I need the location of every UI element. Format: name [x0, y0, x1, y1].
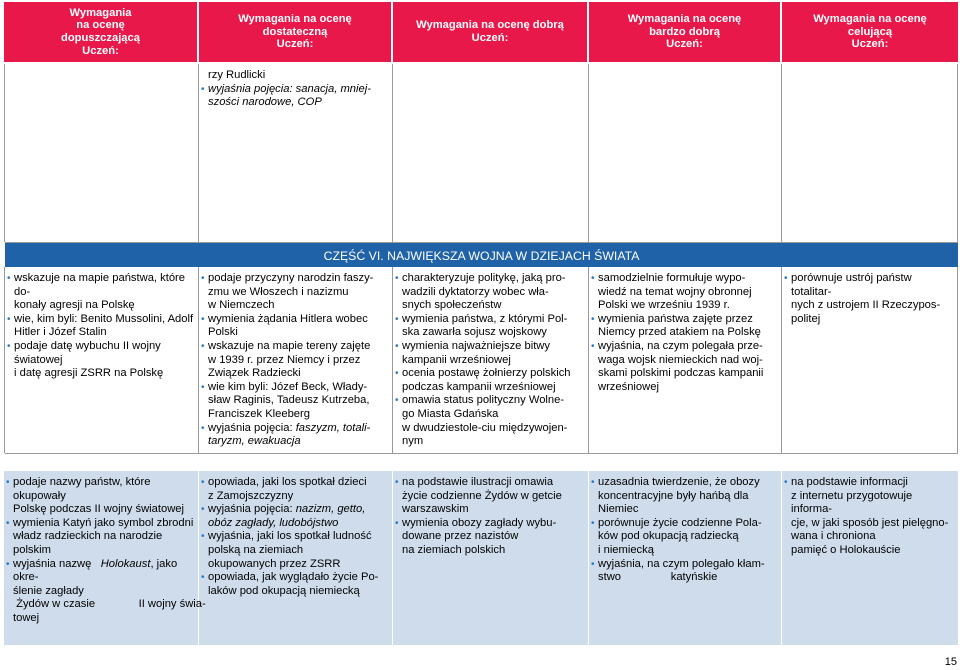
header-line: Uczeń:	[82, 44, 119, 57]
list-item: • wymienia najważniejsze bitwy	[395, 339, 550, 352]
list-item: sław Raginis, Tadeusz Kutrzeba,	[208, 394, 370, 407]
list-item: • wskazuje na mapie tereny zajęte	[201, 339, 371, 352]
list-item: władz radzieckich na narodzie polskim	[13, 530, 163, 556]
sec2-col1	[4, 471, 206, 645]
list-item: skami polskimi podczas kampanii	[598, 367, 764, 380]
sec2-col2	[199, 471, 393, 645]
cont-list	[199, 64, 392, 110]
header-line: celującą	[847, 25, 893, 38]
header-dopuszczajaca	[4, 2, 199, 62]
list-item: go Miasta Gdańska	[402, 407, 499, 420]
list-item: wadzili dyktatorzy wobec wła-	[402, 285, 549, 298]
list-item: pamięć o Holokauście	[791, 543, 901, 556]
list-item: rzy Rudlicki	[208, 69, 266, 81]
list-item: i niemiecką	[598, 543, 654, 556]
header-line: Uczeń:	[666, 38, 703, 51]
list-item: Franciszek Kleeberg	[208, 407, 310, 420]
list-item: • podaje datę wybuchu II wojny światowej	[7, 339, 161, 366]
sec1-col1	[4, 267, 199, 453]
sec1-col5	[782, 267, 958, 453]
list-item: • wyjaśnia nazwę Holokaust, jako okre-	[6, 557, 178, 584]
continuation-row	[4, 64, 958, 242]
list-item: • wyjaśnia pojęcia: sanacja, mniej-	[201, 82, 371, 95]
list-item: konały agresji na Polskę	[14, 299, 135, 312]
cont-col2	[199, 64, 393, 242]
list-item: wana i chroniona	[791, 530, 876, 543]
grade-header-row	[4, 2, 958, 62]
cont-col4	[589, 64, 782, 242]
list-item: • wymienia Katyń jako symbol zbrodni	[6, 516, 194, 529]
list-item: cje, w jaki sposób jest pielęgno-	[791, 516, 949, 529]
list-item: zmu we Włoszech i nazizmu	[208, 285, 349, 298]
list-item: • ocenia postawę żołnierzy polskich	[395, 367, 571, 380]
list-item: ska zawarła sojusz wojskowy	[402, 326, 547, 339]
header-bardzo-dobra	[589, 2, 782, 62]
list-item: stwo katyńskie	[598, 571, 718, 584]
list-item: polską na ziemiach	[208, 543, 304, 556]
list-item: w dwudziestole-ciu międzywojen-	[402, 421, 568, 434]
header-line: Wymagania na ocenę	[238, 13, 352, 26]
sec2-col3	[393, 471, 589, 645]
header-line: Wymagania na ocenę	[813, 13, 927, 26]
list-item: warszawskim	[402, 503, 469, 516]
list-item: okupowanych przez ZSRR	[208, 557, 341, 570]
sec2-col4	[589, 471, 782, 645]
list-item: • wie kim byli: Józef Beck, Włady-	[201, 380, 368, 393]
section1-row	[4, 267, 958, 453]
list-item: Polski we wrześniu 1939 r.	[598, 299, 730, 312]
list-item: • wymienia żądania Hitlera wobec	[201, 312, 368, 325]
header-line: Uczeń:	[471, 32, 509, 44]
list-item: • porównuje życie codzienne Pola-	[591, 516, 762, 529]
header-line: Wymagania na ocenę	[627, 13, 742, 26]
sec1-col3	[393, 267, 589, 453]
header-line: dopuszczającą	[61, 32, 140, 44]
list-item: obóz zagłady, ludobójstwo	[208, 516, 339, 529]
list-item: ślenie zagłady	[13, 584, 84, 597]
list-item: • omawia status polityczny Wolne-	[395, 394, 565, 407]
list-item: politej	[791, 312, 821, 325]
list-item: z Zamojszczyzny	[208, 489, 294, 502]
list-item: nych z ustrojem II Rzeczypos-	[791, 299, 941, 312]
list-item: waga wojsk niemieckich nad woj-	[598, 353, 763, 366]
page-number: 15	[944, 656, 957, 668]
list-item: • opowiada, jaki los spotkał dzieci	[201, 476, 367, 488]
header-dobra	[393, 2, 589, 62]
sec1-col4	[589, 267, 782, 453]
header-line: na ocenę	[76, 19, 125, 32]
list-item: • wymienia obozy zagłady wybu-	[395, 516, 557, 529]
list-item: • wymienia państwa zajęte przez	[591, 312, 753, 325]
list-item: koncentracyjne były hańbą dla	[598, 489, 749, 502]
list-item: • wyjaśnia pojęcia: nazizm, getto,	[201, 503, 366, 516]
list-item: kampanii wrześniowej	[402, 353, 511, 366]
header-line: Wymagania	[69, 6, 132, 19]
list-item: życie codzienne Żydów w getcie	[402, 489, 562, 502]
header-line: Wymagania na ocenę dobrą	[416, 19, 564, 32]
list-item: dowane przez nazistów	[402, 530, 519, 543]
list-item: wiedź na temat wojny obronnej	[598, 285, 752, 298]
list-item: w 1939 r. przez Niemcy i przez	[208, 353, 361, 366]
list-item: ków pod okupacją radziecką	[598, 530, 739, 543]
list-item: z internetu przygotowuje informa-	[791, 489, 913, 516]
list-item: • na podstawie informacji	[784, 476, 908, 488]
list-item: • uzasadnia twierdzenie, że obozy	[591, 476, 760, 488]
list-item: • wyjaśnia, na czym polegała prze-	[591, 339, 763, 352]
list-item: laków pod okupacją niemiecką	[208, 584, 360, 597]
list-item: • wyjaśnia, na czym polegało kłam-	[591, 557, 765, 570]
list-item: na ziemiach polskich	[402, 543, 506, 556]
cont-col1	[4, 64, 199, 242]
list-item: • samodzielnie formułuje wypo-	[591, 272, 746, 284]
header-line: Uczeń:	[276, 38, 314, 51]
divider	[5, 453, 958, 454]
section2-row	[4, 471, 958, 645]
list-item: taryzm, ewakuacja	[208, 435, 301, 448]
list-item: Polski	[208, 326, 238, 339]
list-item: • podaje przyczyny narodzin faszy-	[201, 272, 374, 284]
cont-col5	[782, 64, 958, 242]
list-item: Niemiec	[598, 503, 639, 516]
part-title: CZĘŚĆ VI. NAJWIĘKSZA WOJNA W DZIEJACH ŚWIATA	[5, 243, 958, 267]
sec1-col2	[199, 267, 393, 453]
list-item: • wymienia państwa, z którymi Pol-	[395, 312, 568, 325]
header-line: Uczeń:	[851, 38, 889, 51]
list-item: Polskę podczas II wojny światowej	[13, 503, 184, 516]
list-item: towej	[13, 611, 40, 624]
header-line: dostateczną	[262, 25, 328, 38]
list-item: wrześniowej	[598, 380, 659, 393]
list-item: • charakteryzuje politykę, jaką pro-	[395, 272, 566, 284]
list-item: • wie, kim byli: Benito Mussolini, Adolf	[7, 312, 194, 325]
list-item: • na podstawie ilustracji omawia	[395, 476, 554, 488]
list-item: Związek Radziecki	[208, 367, 301, 380]
list-item: • porównuje ustrój państw totalitar-	[784, 272, 912, 298]
list-item: Hitler i Józef Stalin	[14, 326, 107, 339]
list-item: szości narodowe, COP	[208, 96, 322, 109]
cont-col3	[393, 64, 589, 242]
sec2-col5	[782, 471, 958, 645]
list-item: podczas kampanii wrześniowej	[402, 380, 556, 393]
list-item: Żydów w czasie II wojny świa-	[13, 598, 206, 611]
list-item: w Niemczech	[208, 299, 275, 312]
header-dostateczna	[199, 2, 393, 62]
list-item: • wskazuje na mapie państwa, które do-	[7, 272, 186, 298]
list-item: • wyjaśnia pojęcia: faszyzm, totali-	[201, 421, 371, 434]
list-item: nym	[402, 435, 424, 448]
list-item: • podaje nazwy państw, które okupowały	[6, 476, 151, 502]
list-item: Niemcy przed atakiem na Polskę	[598, 326, 761, 339]
header-line: bardzo dobrą	[649, 25, 720, 38]
list-item: • wyjaśnia, jaki los spotkał ludność	[201, 530, 372, 543]
header-celujaca	[782, 2, 958, 62]
divider	[5, 242, 958, 243]
list-item: snych społeczeństw	[402, 299, 502, 312]
list-item: • opowiada, jak wyglądało życie Po-	[201, 571, 379, 584]
list-item: i datę agresji ZSRR na Polskę	[14, 367, 164, 380]
